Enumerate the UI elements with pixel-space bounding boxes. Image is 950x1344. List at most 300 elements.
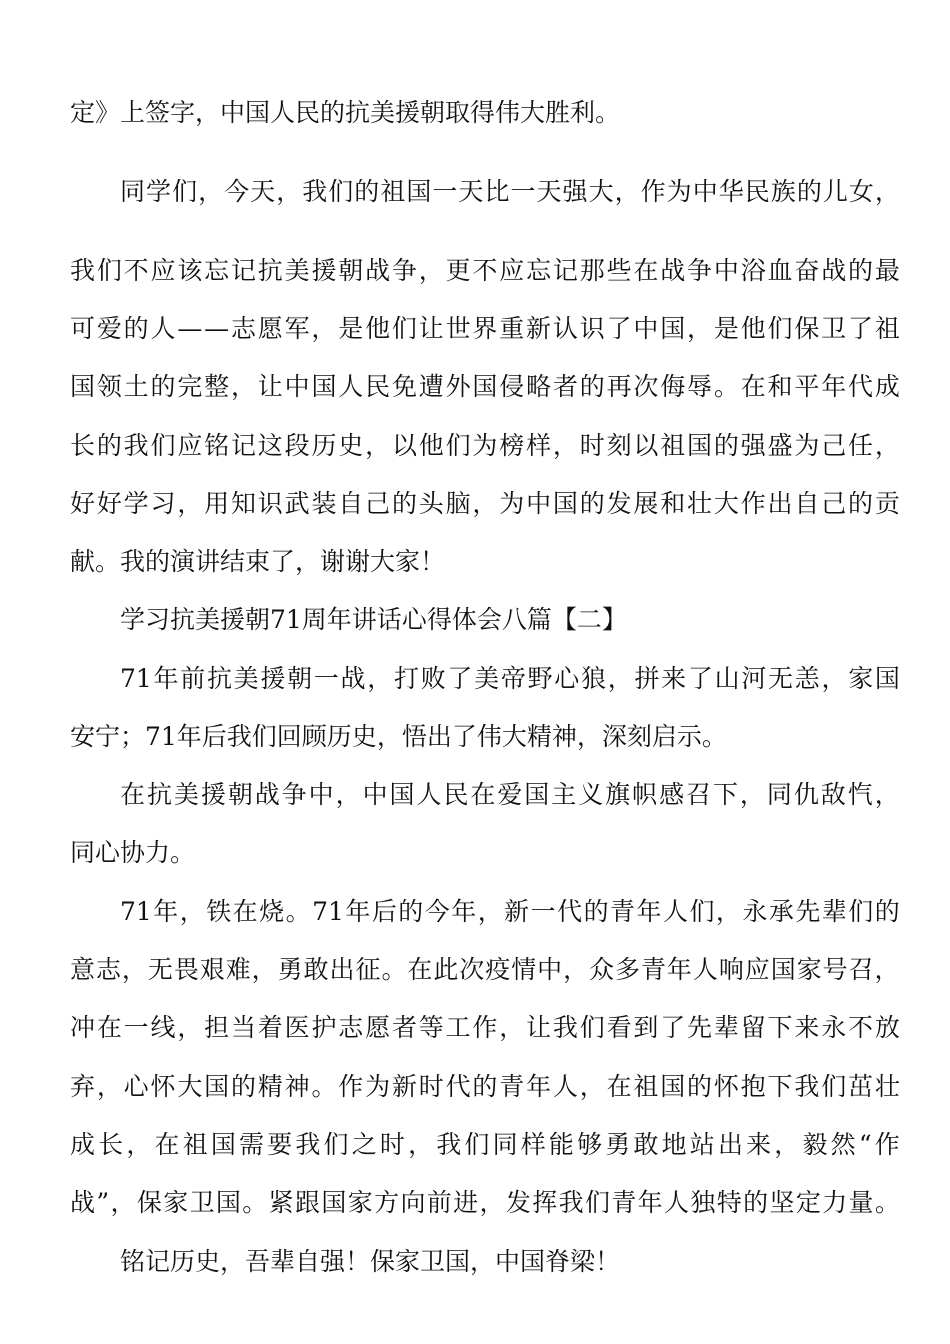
- char: 学: [146, 177, 172, 206]
- char: 新: [504, 897, 530, 926]
- char: 在: [96, 1013, 122, 1042]
- char: 人: [338, 372, 364, 401]
- char: 愿: [257, 314, 283, 343]
- char: 战: [70, 1188, 96, 1217]
- char: 我: [794, 1072, 820, 1101]
- char: 铁: [206, 897, 232, 926]
- char: 旗: [605, 780, 631, 809]
- char: 发: [606, 489, 632, 518]
- char: 时: [418, 1072, 444, 1101]
- char: 在: [407, 955, 433, 984]
- char: 祖: [633, 1072, 659, 1101]
- char: 力: [822, 1188, 848, 1217]
- char: 我: [70, 256, 96, 285]
- char: 爱: [497, 780, 523, 809]
- char: 了: [660, 1013, 686, 1042]
- char: 段: [284, 431, 310, 460]
- char: 敢: [303, 955, 329, 984]
- char: 让: [257, 372, 283, 401]
- char: 年: [636, 897, 662, 926]
- char: 方: [374, 1188, 400, 1217]
- char: 抗: [146, 780, 172, 809]
- char: 。: [381, 955, 407, 984]
- char: 河: [741, 664, 767, 693]
- char: 的: [391, 489, 417, 518]
- char: 青: [611, 1188, 637, 1217]
- char: ，: [365, 431, 391, 460]
- char: 71: [120, 897, 152, 926]
- char: 冲: [70, 1013, 96, 1042]
- char: 援: [260, 664, 286, 693]
- char: 战: [660, 256, 686, 285]
- char: 感: [659, 780, 685, 809]
- char: 作: [740, 489, 766, 518]
- char: 这: [257, 431, 283, 460]
- char: 打: [393, 664, 419, 693]
- char: 下: [712, 780, 738, 809]
- char: 独: [690, 1188, 716, 1217]
- char: ，: [739, 780, 765, 809]
- char: 此: [433, 955, 459, 984]
- char: ，: [477, 897, 503, 926]
- char: 们: [767, 314, 793, 343]
- line-text: 铭记历史，吾辈自强！保家卫国，中国脊梁！: [120, 1247, 621, 1276]
- char: 召: [686, 780, 712, 809]
- char: 展: [633, 489, 659, 518]
- char: 是: [338, 314, 364, 343]
- char: 祖: [182, 1130, 208, 1159]
- char: 侮: [660, 372, 686, 401]
- char: 辈: [713, 1013, 739, 1042]
- char: 民: [443, 780, 469, 809]
- char: 心: [554, 664, 580, 693]
- char: 战: [340, 664, 366, 693]
- char: ，: [230, 372, 256, 401]
- char: 侵: [499, 372, 525, 401]
- char: 愿: [365, 1013, 391, 1042]
- char: 那: [579, 256, 605, 285]
- char: 的: [713, 431, 739, 460]
- char: 志: [95, 955, 121, 984]
- char: 同: [492, 1130, 518, 1159]
- char: 免: [391, 372, 417, 401]
- char: 榜: [499, 431, 525, 460]
- char: 挥: [532, 1188, 558, 1217]
- char: 用: [204, 489, 230, 518]
- char: 的: [579, 489, 605, 518]
- char: 在: [470, 780, 496, 809]
- char: 铭: [204, 431, 230, 460]
- char: 卫: [821, 314, 847, 343]
- char: 先: [687, 1013, 713, 1042]
- char: 和: [660, 489, 686, 518]
- char: 人: [552, 1072, 578, 1101]
- char: 美: [284, 256, 310, 285]
- char: 发: [505, 1188, 531, 1217]
- char: “: [858, 1130, 872, 1159]
- char: 最: [874, 256, 900, 285]
- text-line: [70, 837, 900, 869]
- char: 一: [313, 664, 339, 693]
- char: 多: [615, 955, 641, 984]
- char: 然: [830, 1130, 856, 1159]
- text-line: [70, 1071, 900, 1103]
- char: ，: [177, 489, 203, 518]
- char: 人: [692, 955, 718, 984]
- char: 在: [740, 372, 766, 401]
- char: 主: [551, 780, 577, 809]
- char: 们: [445, 431, 471, 460]
- line-text: 安宁；71年后我们回顾历史，悟出了伟大精神，深刻启示。: [70, 722, 727, 751]
- char: 承: [768, 897, 794, 926]
- char: ，: [715, 897, 741, 926]
- char: 天: [536, 177, 562, 206]
- char: ，: [311, 314, 337, 343]
- char: 土: [123, 372, 149, 401]
- char: 前: [426, 1188, 452, 1217]
- char: 识: [579, 314, 605, 343]
- char: 我: [123, 431, 149, 460]
- char: 一: [530, 897, 556, 926]
- char: 再: [606, 372, 632, 401]
- char: 祖: [380, 177, 406, 206]
- char: ，: [874, 780, 900, 809]
- char: 留: [740, 1013, 766, 1042]
- char: 定: [795, 1188, 821, 1217]
- char: 中: [526, 489, 552, 518]
- char: 好: [96, 489, 122, 518]
- char: 量: [848, 1188, 874, 1217]
- char: 众: [589, 955, 615, 984]
- char: 青: [499, 1072, 525, 1101]
- char: 国: [389, 780, 415, 809]
- char: 习: [150, 489, 176, 518]
- char: 血: [767, 256, 793, 285]
- text-line: [70, 371, 900, 403]
- char: 仇: [793, 780, 819, 809]
- char: ，: [479, 1188, 505, 1217]
- char: 的: [848, 256, 874, 285]
- char: 敌: [820, 780, 846, 809]
- char: 中: [633, 314, 659, 343]
- char: 国: [406, 177, 432, 206]
- char: 为: [472, 431, 498, 460]
- text-line: [70, 488, 900, 520]
- char: 了: [606, 314, 632, 343]
- char: 中: [308, 780, 334, 809]
- char: 了: [447, 664, 473, 693]
- char: 人: [150, 314, 176, 343]
- char: 难: [225, 955, 251, 984]
- char: 人: [416, 780, 442, 809]
- char: 者: [391, 1013, 417, 1042]
- char: 中: [284, 372, 310, 401]
- char: 国: [204, 1072, 230, 1101]
- char: 我: [436, 1130, 462, 1159]
- char: 记: [552, 256, 578, 285]
- char: —: [204, 314, 230, 343]
- char: 头: [418, 489, 444, 518]
- char: 外: [445, 372, 471, 401]
- char: ，: [110, 1188, 136, 1217]
- char: 畏: [173, 955, 199, 984]
- char: 代: [557, 897, 583, 926]
- char: 儿: [822, 177, 848, 206]
- char: 艰: [199, 955, 225, 984]
- char: 们: [391, 314, 417, 343]
- char: 壮: [687, 489, 713, 518]
- char: 勇: [605, 1130, 631, 1159]
- char: 无: [768, 664, 794, 693]
- char: ，: [874, 431, 900, 460]
- char: 下: [767, 1072, 793, 1101]
- char: 保: [794, 314, 820, 343]
- char: 的: [874, 897, 900, 926]
- char: 贡: [874, 489, 900, 518]
- char: 爱: [96, 314, 122, 343]
- char: 。: [311, 1072, 337, 1101]
- char: ，: [874, 177, 900, 206]
- char: 华: [718, 177, 744, 206]
- char: ，: [179, 897, 205, 926]
- line-text: 定》上签字，中国人民的抗美援朝取得伟大胜利。: [70, 98, 621, 127]
- char: 野: [527, 664, 553, 693]
- char: 美: [474, 664, 500, 693]
- char: 们: [584, 1188, 610, 1217]
- char: 护: [311, 1013, 337, 1042]
- char: 的: [150, 372, 176, 401]
- char: 担: [204, 1013, 230, 1042]
- char: 的: [398, 897, 424, 926]
- line-text: 同心协力。: [70, 838, 196, 867]
- char: 茁: [848, 1072, 874, 1101]
- char: 的: [687, 1072, 713, 1101]
- char: 天: [250, 177, 276, 206]
- char: ，: [198, 177, 224, 206]
- char: 神: [284, 1072, 310, 1101]
- char: 的: [96, 431, 122, 460]
- char: 以: [391, 431, 417, 460]
- char: 他: [740, 314, 766, 343]
- char: 代: [848, 372, 874, 401]
- char: 紧: [268, 1188, 294, 1217]
- char: 以: [633, 431, 659, 460]
- text-line: [70, 1012, 900, 1044]
- char: 的: [472, 1072, 498, 1101]
- char: 军: [284, 314, 310, 343]
- char: ，: [579, 1072, 605, 1101]
- char: 国: [215, 1188, 241, 1217]
- char: 界: [472, 314, 498, 343]
- char: 他: [365, 314, 391, 343]
- char: —: [177, 314, 203, 343]
- char: ，: [563, 955, 589, 984]
- char: 。: [874, 1188, 900, 1217]
- char: 为: [666, 177, 692, 206]
- char: 号: [822, 955, 848, 984]
- char: 成: [874, 372, 900, 401]
- char: 己: [821, 489, 847, 518]
- char: 们: [150, 431, 176, 460]
- char: 今: [224, 177, 250, 206]
- text-line: [70, 97, 900, 129]
- char: 要: [267, 1130, 293, 1159]
- char: 遭: [418, 372, 444, 401]
- char: 援: [311, 256, 337, 285]
- char: ，: [687, 314, 713, 343]
- char: 今: [424, 897, 450, 926]
- char: 着: [257, 1013, 283, 1042]
- char: 的: [796, 177, 822, 206]
- char: 之: [351, 1130, 377, 1159]
- char: 家: [796, 955, 822, 984]
- char: 美: [173, 780, 199, 809]
- char: 来: [794, 1013, 820, 1042]
- char: 让: [526, 1013, 552, 1042]
- char: 国: [660, 1072, 686, 1101]
- char: ，: [367, 664, 393, 693]
- char: 中: [362, 780, 388, 809]
- char: 该: [177, 256, 203, 285]
- char: 特: [716, 1188, 742, 1217]
- char: 长: [70, 431, 96, 460]
- char: 们: [328, 177, 354, 206]
- text-line: [120, 779, 900, 811]
- char: ，: [177, 1013, 203, 1042]
- char: 年: [821, 372, 847, 401]
- char: 进: [453, 1188, 479, 1217]
- char: 壮: [874, 1072, 900, 1101]
- char: 祖: [660, 431, 686, 460]
- char: 大: [177, 1072, 203, 1101]
- char: 青: [640, 955, 666, 984]
- text-line: [70, 313, 900, 345]
- text-line: [70, 255, 900, 287]
- char: 样: [526, 431, 552, 460]
- char: 天: [458, 177, 484, 206]
- char: ，: [499, 1013, 525, 1042]
- char: 年: [526, 1072, 552, 1101]
- char: 年: [666, 955, 692, 984]
- char: 让: [418, 314, 444, 343]
- char: 他: [418, 431, 444, 460]
- char: 任: [848, 431, 874, 460]
- char: 抗: [257, 256, 283, 285]
- char: 抗: [206, 664, 232, 693]
- char: 卫: [189, 1188, 215, 1217]
- char: 装: [311, 489, 337, 518]
- char: ，: [774, 1130, 800, 1159]
- char: 大: [713, 489, 739, 518]
- char: 的: [354, 177, 380, 206]
- char: 识: [257, 489, 283, 518]
- char: 71: [120, 664, 152, 693]
- char: 的: [230, 1072, 256, 1101]
- text-line: [70, 721, 900, 753]
- char: 们: [323, 1130, 349, 1159]
- char: 在: [120, 780, 146, 809]
- char: 可: [70, 314, 96, 343]
- char: 同: [766, 780, 792, 809]
- char: 些: [606, 256, 632, 285]
- char: 次: [459, 955, 485, 984]
- char: 一: [510, 177, 536, 206]
- char: 们: [172, 177, 198, 206]
- char: 重: [499, 314, 525, 343]
- char: 我: [558, 1188, 584, 1217]
- char: 召: [848, 955, 874, 984]
- text-line: [70, 954, 900, 986]
- char: ，: [121, 955, 147, 984]
- char: 略: [526, 372, 552, 401]
- text-line: [120, 1246, 900, 1278]
- char: 放: [874, 1013, 900, 1042]
- char: 下: [767, 1013, 793, 1042]
- char: 朝: [227, 780, 253, 809]
- char: ，: [472, 489, 498, 518]
- char: 年: [451, 897, 477, 926]
- text-line: [70, 1129, 900, 1161]
- char: 在: [606, 1072, 632, 1101]
- char: 我: [295, 1130, 321, 1159]
- char: 刻: [606, 431, 632, 460]
- char: 家: [163, 1188, 189, 1217]
- char: ，: [126, 1130, 152, 1159]
- char: 不: [848, 1013, 874, 1042]
- char: 完: [177, 372, 203, 401]
- char: 志: [230, 314, 256, 343]
- char: 无: [147, 955, 173, 984]
- char: ，: [607, 664, 633, 693]
- char: 响: [718, 955, 744, 984]
- char: 脑: [445, 489, 471, 518]
- char: 一: [432, 177, 458, 206]
- char: 向: [400, 1188, 426, 1217]
- char: 作: [640, 177, 666, 206]
- char: ，: [251, 955, 277, 984]
- char: 好: [70, 489, 96, 518]
- char: 盛: [767, 431, 793, 460]
- char: 在: [232, 897, 258, 926]
- char: 己: [821, 431, 847, 460]
- char: 的: [848, 489, 874, 518]
- char: 长: [98, 1130, 124, 1159]
- char: 忘: [204, 256, 230, 285]
- char: 保: [136, 1188, 162, 1217]
- char: 武: [284, 489, 310, 518]
- char: 义: [578, 780, 604, 809]
- char: 败: [420, 664, 446, 693]
- char: 民: [365, 372, 391, 401]
- char: 自: [794, 489, 820, 518]
- char: 朝: [287, 664, 313, 693]
- char: 族: [770, 177, 796, 206]
- char: 。: [242, 1188, 268, 1217]
- char: 当: [230, 1013, 256, 1042]
- char: 朝: [338, 256, 364, 285]
- char: 领: [96, 372, 122, 401]
- char: 等: [418, 1013, 444, 1042]
- char: 比: [484, 177, 510, 206]
- text-line: [120, 176, 900, 208]
- char: 史: [338, 431, 364, 460]
- char: 青: [610, 897, 636, 926]
- char: 出: [329, 955, 355, 984]
- char: 们: [464, 1130, 490, 1159]
- char: 年: [153, 664, 179, 693]
- char: ，: [335, 780, 361, 809]
- char: 女: [848, 177, 874, 206]
